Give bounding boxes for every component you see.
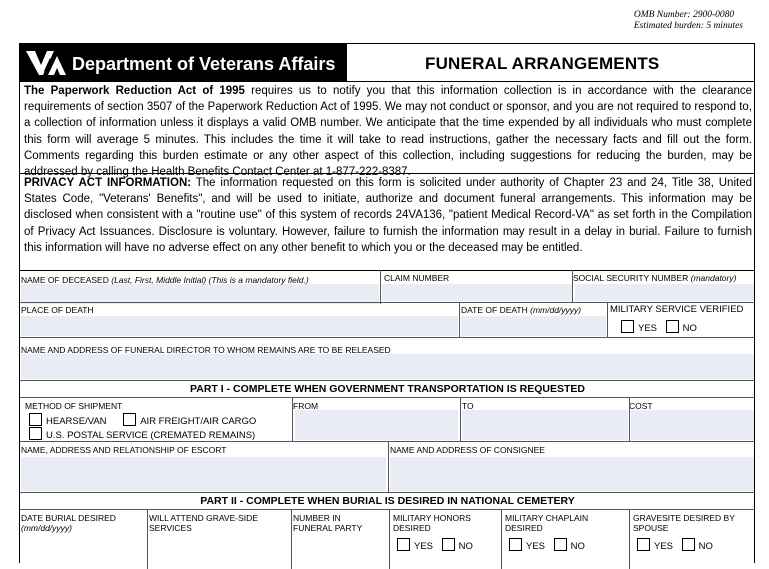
divider: [389, 509, 390, 569]
paperwork-text: requires us to notify you that this information collection is in accordance with the clearance requirements of section 3507 of the Paperwork Reduction Act of 1995. We may not conduct or sponsor, and you are not required to respond to, a collection of information unless it displays a valid OMB number. We anticipate that the time expended by all individuals who must complete this form will average 5 minutes. This includes the time it will take to read instructions, gather the necessary facts and fill out the form. Comments regarding this burden estimate or any other aspect of this collection, including suggestions for reducing the burden, may be addressed by calling the Health Benefits Contact Center at 1-877-222-8387.: [24, 85, 753, 179]
divider: [291, 509, 292, 569]
privacy-text: The information requested on this form is solicited under authority of Chapter 23 and 24, Title 38, United States Code, "Veterans' Benefits", and will be used to initiate, authorize and document funeral arrangements. This information may be disclosed when consistent with a "routine use" of this system of records 24VA136, "patient Medical Record-VA" as set forth in the Compilation of Privacy Act Issuances. Disclosure is voluntary. However, failure to furnish the information may result in a delay in burial. Failure to furnish this information will have no adverse effect on any other benefit to which you or the deceased may be entitled.: [24, 177, 752, 254]
method-of-shipment-label: METHOD OF SHIPMENT: [25, 401, 123, 411]
military-verified-options: [621, 320, 703, 334]
va-logo-icon: [24, 48, 68, 78]
divider: [572, 270, 573, 302]
yes-label: YES: [654, 541, 674, 552]
part1-title: PART I - COMPLETE WHEN GOVERNMENT TRANSPORTATION IS REQUESTED: [190, 383, 585, 395]
agency-name: Department of Veterans Affairs: [72, 54, 336, 74]
paperwork-notice: [24, 83, 752, 180]
divider: [20, 270, 755, 271]
ssn-label: SOCIAL SECURITY NUMBER (mandatory): [573, 273, 737, 283]
divider: [459, 302, 460, 337]
no-label: NO: [458, 541, 473, 552]
chaplain-yes-checkbox[interactable]: [509, 538, 522, 551]
funeral-arrangements-form: [19, 43, 755, 563]
omb-info: [634, 10, 743, 32]
no-label: NO: [570, 541, 585, 552]
from-label: FROM: [293, 401, 319, 411]
gravesite-yes-checkbox[interactable]: [637, 538, 650, 551]
consignee-label: NAME AND ADDRESS OF CONSIGNEE: [390, 445, 545, 455]
gravesite-spouse-label: GRAVESITE DESIRED BY SPOUSE: [633, 513, 735, 533]
divider: [607, 302, 608, 337]
yes-label: YES: [526, 541, 546, 552]
divider: [292, 397, 293, 441]
paperwork-lead: The Paperwork Reduction Act of 1995: [24, 85, 245, 97]
date-burial-label: DATE BURIAL DESIRED (mm/dd/yyyy): [21, 513, 116, 533]
funeral-director-input[interactable]: [21, 354, 754, 379]
privacy-lead: PRIVACY ACT INFORMATION:: [24, 177, 192, 189]
air-freight-checkbox[interactable]: [123, 413, 136, 426]
gravesite-options: [637, 538, 719, 552]
name-of-deceased-input[interactable]: [21, 284, 379, 304]
hearse-checkbox[interactable]: [29, 413, 42, 426]
from-input[interactable]: [295, 410, 458, 440]
part2-title: PART II - COMPLETE WHEN BURIAL IS DESIRED IN NATIONAL CEMETERY: [200, 495, 575, 507]
no-label: NO: [682, 323, 697, 334]
military-chaplain-label: MILITARY CHAPLAIN DESIRED: [505, 513, 589, 533]
yes-label: YES: [414, 541, 434, 552]
cost-label: COST: [629, 401, 653, 411]
agency-banner: [20, 44, 347, 81]
ssn-input[interactable]: [575, 284, 754, 301]
omb-number: OMB Number: 2900-0080: [633, 10, 735, 20]
funeral-director-label: NAME AND ADDRESS OF FUNERAL DIRECTOR TO WHOM REMAINS ARE TO BE RELEASED: [21, 345, 391, 355]
divider: [20, 337, 755, 338]
divider: [629, 509, 630, 569]
postal-checkbox[interactable]: [29, 427, 42, 440]
place-of-death-label: PLACE OF DEATH: [21, 305, 94, 315]
divider: [388, 441, 389, 492]
form-title: FUNERAL ARRANGEMENTS: [425, 54, 660, 73]
yes-label: YES: [638, 323, 658, 334]
escort-input[interactable]: [21, 457, 386, 491]
gravesite-no-checkbox[interactable]: [682, 538, 695, 551]
place-of-death-input[interactable]: [21, 316, 458, 336]
divider: [20, 492, 755, 493]
date-of-death-label: DATE OF DEATH (mm/dd/yyyy): [461, 305, 582, 315]
shipment-row-1: [29, 413, 262, 427]
air-freight-label: AIR FREIGHT/AIR CARGO: [140, 416, 257, 427]
military-verified-yes-checkbox[interactable]: [621, 320, 634, 333]
divider: [380, 270, 381, 304]
chaplain-options: [509, 538, 591, 552]
grave-side-label: WILL ATTEND GRAVE-SIDE SERVICES: [149, 513, 258, 533]
divider: [147, 509, 148, 569]
military-honors-label: MILITARY HONORS DESIRED: [393, 513, 471, 533]
date-of-death-input[interactable]: [461, 316, 606, 336]
divider: [460, 397, 461, 441]
no-label: NO: [698, 541, 713, 552]
to-label: TO: [462, 401, 474, 411]
divider: [629, 397, 630, 441]
escort-label: NAME, ADDRESS AND RELATIONSHIP OF ESCORT: [21, 445, 227, 455]
omb-burden: Estimated burden: 5 minutes: [633, 21, 743, 31]
cost-input[interactable]: [631, 410, 754, 440]
chaplain-no-checkbox[interactable]: [554, 538, 567, 551]
honors-yes-checkbox[interactable]: [397, 538, 410, 551]
divider: [20, 302, 755, 303]
privacy-notice: [24, 175, 752, 256]
to-input[interactable]: [462, 410, 628, 440]
divider: [20, 397, 755, 398]
honors-no-checkbox[interactable]: [442, 538, 455, 551]
divider: [20, 173, 755, 174]
claim-number-input[interactable]: [382, 284, 572, 301]
divider: [20, 509, 755, 510]
honors-options: [397, 538, 479, 552]
claim-number-label: CLAIM NUMBER: [384, 273, 450, 283]
military-verified-no-checkbox[interactable]: [666, 320, 679, 333]
form-header: [20, 44, 755, 82]
name-of-deceased-label: NAME OF DECEASED (Last, First, Middle Initial) (This is a mandatory field.): [21, 275, 309, 285]
hearse-label: HEARSE/VAN: [46, 416, 107, 427]
funeral-party-label: NUMBER IN FUNERAL PARTY: [293, 513, 363, 533]
consignee-input[interactable]: [390, 457, 754, 491]
military-verified-label: MILITARY SERVICE VERIFIED: [610, 304, 744, 315]
divider: [501, 509, 502, 569]
shipment-row-2: [29, 427, 261, 441]
divider: [20, 380, 755, 381]
postal-label: U.S. POSTAL SERVICE (CREMATED REMAINS): [46, 430, 256, 441]
